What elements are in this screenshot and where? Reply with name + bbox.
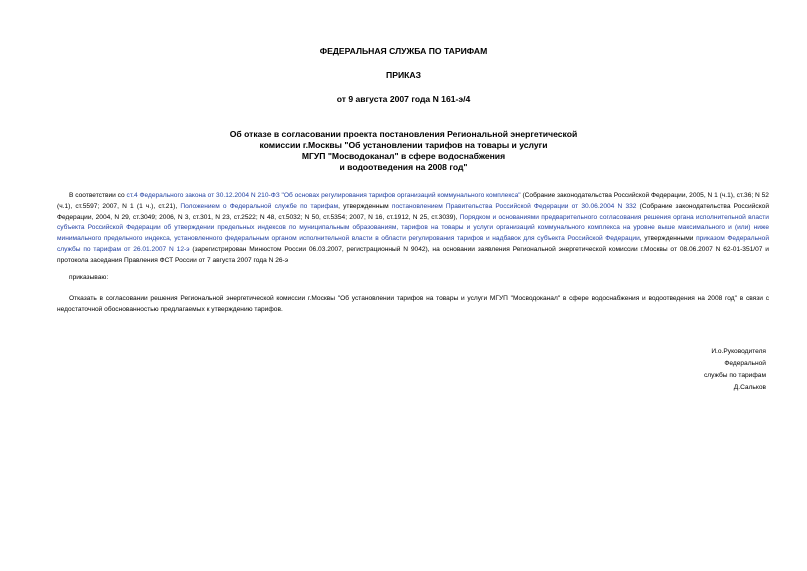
preamble-paragraph [57, 191, 769, 267]
orders-word: приказываю: [69, 274, 109, 281]
approval-procedure-link[interactable]: Порядком и основаниями предварительного согласования решения органа исполнительной власти субъекта Российской Федерации об утверждении предельных индексов по муниципальным образованиям, тарифов на товары и услуги организаций коммунального комплекса на уровне выше максимального и (или) ниже минимального предельного индекса, установленного федеральным органом исполнительной власти в области регулирования тарифов и надбавок для субъекта Российской Федерации [57, 213, 769, 243]
document-type: ПРИКАЗ [386, 70, 421, 80]
law-210-fz-link[interactable]: ст.4 Федерального закона от 30.12.2004 N 210-ФЗ "Об основах регулирования тарифов организаций коммунального комплекса" [126, 192, 521, 199]
preamble-text: (Собрание законодательства Российской Федерации, 2004, N 29, ст.3049; 2006, N 3, ст.301, N 23, ст.2522; N 48, ст.5032; N 50, ст.5354; 2007, N 16, ст.1912, N 25, ст.3039), [57, 202, 769, 221]
signatory-title: И.о.Руководителя [711, 348, 766, 355]
agency-name: ФЕДЕРАЛЬНАЯ СЛУЖБА ПО ТАРИФАМ [319, 46, 488, 56]
title-line: комиссии г.Москвы "Об установлении тарифов на товары и услуги [259, 140, 548, 150]
title-line: Об отказе в согласовании проекта постановления Региональной энергетической [229, 129, 578, 139]
decision-paragraph: Отказать в согласовании решения Региональной энергетической комиссии г.Москвы "Об установлении тарифов на товары и услуги МГУП "Мосводоканал" в сфере водоснабжения и водоотведения на 2008 год" в связи с недостаточной обоснованностью предлагаемых к утверждению тарифов. [57, 295, 769, 313]
document-date: от 9 августа 2007 года N 161-э/4 [336, 94, 471, 104]
document-title [0, 129, 807, 173]
signatory-name: Д.Сальков [733, 384, 766, 391]
signature-block [704, 346, 766, 394]
fst-order-12e-link[interactable]: приказом Федеральной службы по тарифам от 26.01.2007 N 12-э [57, 235, 770, 253]
preamble-text: , утвержденным [338, 202, 392, 210]
title-line: МГУП "Мосводоканал" в сфере водоснабжения [301, 151, 506, 161]
signatory-title: службы по тарифам [703, 372, 766, 379]
fst-regulation-link[interactable]: Положением о Федеральной службе по тарифам [180, 202, 339, 210]
preamble-text: (зарегистрирован Минюстом России 06.03.2007, регистрационный N 9042), на основании заявления Региональной энергетической комиссии г.Москвы от 08.06.2007 N 62-01-351/07 и протокола заседания Правления ФСТ России от 7 августа 2007 года N 26-э [57, 245, 769, 264]
preamble-text: (Собрание законодательства Российской Федерации, 2005, N 1 (ч.1), ст.36; N 52 (ч.1), ст.5597; 2007, N 1 (1 ч.), ст.21), [57, 192, 769, 210]
preamble-text: , утвержденными [639, 235, 697, 243]
preamble-text: В соответствии со [69, 192, 127, 199]
signatory-title: Федеральной [724, 360, 766, 367]
title-line: и водоотведения на 2008 год" [339, 162, 468, 172]
government-decree-332-link[interactable]: постановлением Правительства Российской Федерации от 30.06.2004 N 332 [391, 202, 637, 210]
